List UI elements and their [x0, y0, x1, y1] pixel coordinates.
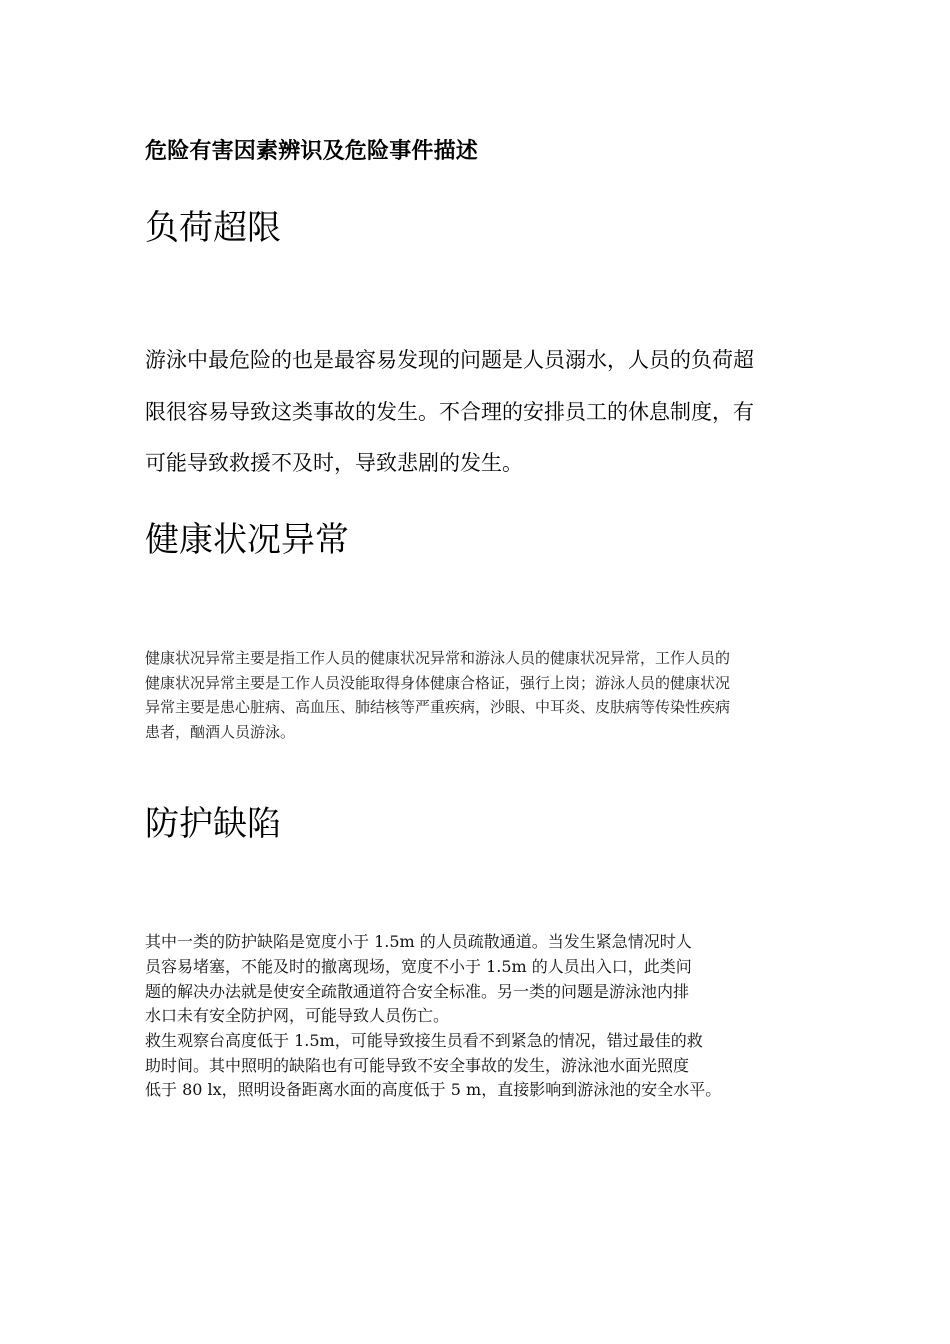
section-heading-load: 负荷超限	[145, 208, 281, 248]
paragraph-line: 题的解决办法就是使安全疏散通道符合安全标准。另一类的问题是游泳池内排	[145, 982, 690, 1001]
section-heading-health: 健康状况异常	[145, 520, 349, 560]
paragraph-line: 异常主要是患心脏病、高血压、肺结核等严重疾病，沙眼、中耳炎、皮肤病等传染性疾病	[145, 698, 731, 716]
paragraph-line: 健康状况异常主要是工作人员没能取得身体健康合格证，强行上岗；游泳人员的健康状况	[145, 674, 731, 692]
paragraph-line: 救生观察台高度低于 1.5m，可能导致接生员看不到紧急的情况，错过最佳的救	[145, 1031, 703, 1050]
section-heading-protection: 防护缺陷	[145, 804, 281, 844]
paragraph-line: 可能导致救援不及时，导致悲剧的发生。	[145, 451, 523, 475]
paragraph-line: 限很容易导致这类事故的发生。不合理的安排员工的休息制度，有	[145, 400, 754, 424]
paragraph-line: 助时间。其中照明的缺陷也有可能导致不安全事故的发生，游泳池水面光照度	[145, 1056, 690, 1075]
paragraph-line: 游泳中最危险的也是最容易发现的问题是人员溺水，人员的负荷超	[145, 348, 754, 372]
paragraph-line: 健康状况异常主要是指工作人员的健康状况异常和游泳人员的健康状况异常，工作人员的	[145, 649, 731, 667]
paragraph-line: 员容易堵塞，不能及时的撤离现场，宽度不小于 1.5m 的人员出入口，此类问	[145, 957, 692, 976]
paragraph-line: 患者，酗酒人员游泳。	[145, 723, 296, 741]
document-title: 危险有害因素辨识及危险事件描述	[145, 139, 479, 164]
paragraph-line: 其中一类的防护缺陷是宽度小于 1.5m 的人员疏散通道。当发生紧急情况时人	[145, 932, 692, 951]
paragraph-line: 水口未有安全防护网，可能导致人员伤亡。	[145, 1006, 450, 1025]
paragraph-line: 低于 80 lx，照明设备距离水面的高度低于 5 m，直接影响到游泳池的安全水平。	[145, 1080, 722, 1099]
